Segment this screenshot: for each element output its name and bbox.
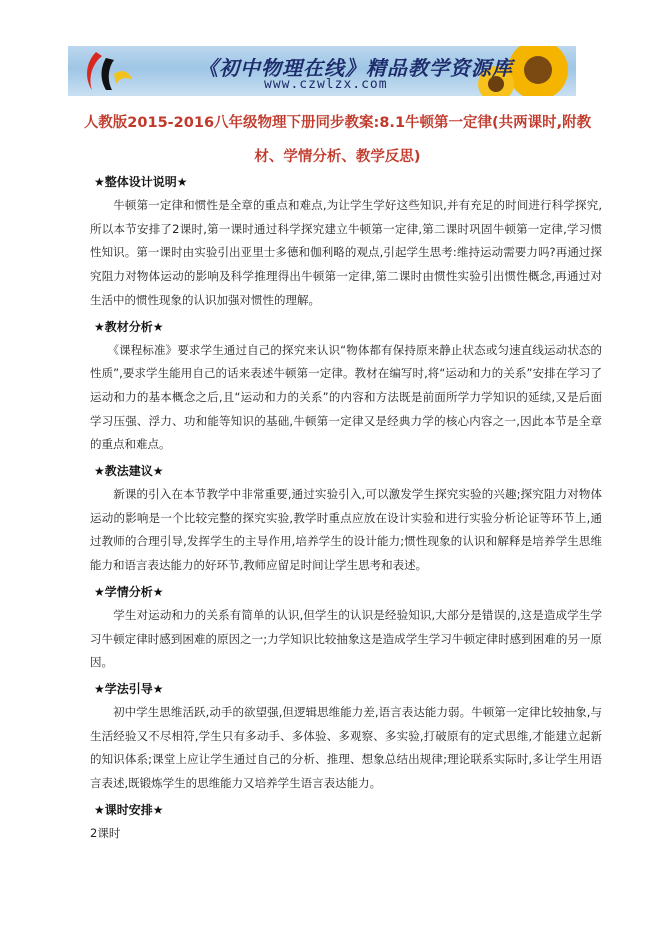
banner-url[interactable]: www.czwlzx.com	[264, 77, 388, 92]
section-body-class-hours: 2课时	[90, 825, 121, 840]
section-body-learning-guidance: 初中学生思维活跃,动手的欲望强,但逻辑思维能力差,语言表达能力弱。牛顿第一定律比较抽象,与生活经验又不尽相符,学生只有多动手、多体验、多观察、多实验,打破原有的定式思维,才能建立起新的知识体系;课堂上应让学生通过自己的分析、推理、想象总结出规律;理论联系实际时,多让学生用语言表述,既锻炼学生的思维能力又培养学生语言表达能力。	[90, 704, 602, 791]
banner-title: 《初中物理在线》精品教学资源库	[198, 56, 513, 80]
section-heading-textbook-analysis: ★教材分析★	[94, 319, 164, 334]
header-banner	[68, 46, 576, 96]
section-body-student-analysis: 学生对运动和力的关系有简单的认识,但学生的认识是经验知识,大部分是错误的,这是造成学生学习牛顿定律时感到困难的原因之一;力学知识比较抽象这是造成学生学习牛顿定律时感到困难的另一原因。	[90, 607, 602, 670]
document-body	[90, 170, 602, 847]
section-heading-overall-design: ★整体设计说明★	[94, 175, 188, 189]
section-heading-class-hours: ★课时安排★	[94, 802, 164, 817]
document-title: 人教版2015-2016八年级物理下册同步教案:8.1牛顿第一定律(共两课时,附教材、学情分析、教学反思)	[83, 115, 592, 165]
site-logo-icon	[76, 48, 134, 94]
section-heading-learning-guidance: ★学法引导★	[94, 681, 164, 696]
section-heading-teaching-suggestions: ★教法建议★	[94, 464, 164, 479]
section-body-teaching-suggestions: 新课的引入在本节教学中非常重要,通过实验引入,可以激发学生探究实验的兴趣;探究阻力对物体运动的影响是一个比较完整的探究实验,教学时重点应放在设计实验和进行实验分析论证等环节上,通过教师的合理引导,发挥学生的主导作用,培养学生的设计能力;惯性现象的认识和解释是培养学生思维能力和语言表达能力的好环节,教师应留足时间让学生思考和表述。	[90, 487, 602, 573]
section-heading-student-analysis: ★学情分析★	[94, 584, 164, 599]
section-body-textbook-analysis: 《课程标准》要求学生通过自己的探究来认识“物体都有保持原来静止状态或匀速直线运动状态的性质”,要求学生能用自己的话来表述牛顿第一定律。教材在编写时,将“运动和力的关系”安排在学习了运动和力的基本概念之后,且“运动和力的关系”的内容和方法既是前面所学力学知识的延续,又是后面学习压强、浮力、功和能等知识的基础,牛顿第一定律又是经典力学的核心内容之一,因此本节是全章的重点和难点。	[90, 342, 602, 452]
section-body-overall-design: 牛顿第一定律和惯性是全章的重点和难点,为让学生学好这些知识,并有充足的时间进行科学探究,所以本节安排了2课时,第一课时通过科学探究建立牛顿第一定律,第二课时巩固牛顿第一定律,学习惯性知识。第一课时由实验引出亚里士多德和伽利略的观点,引起学生思考:维持运动需要力吗?再通过探究阻力对物体运动的影响及科学推理得出牛顿第一定律,第二课时由惯性实验引出惯性概念,再通过对生活中的惯性现象的认识加强对惯性的理解。	[90, 198, 602, 307]
